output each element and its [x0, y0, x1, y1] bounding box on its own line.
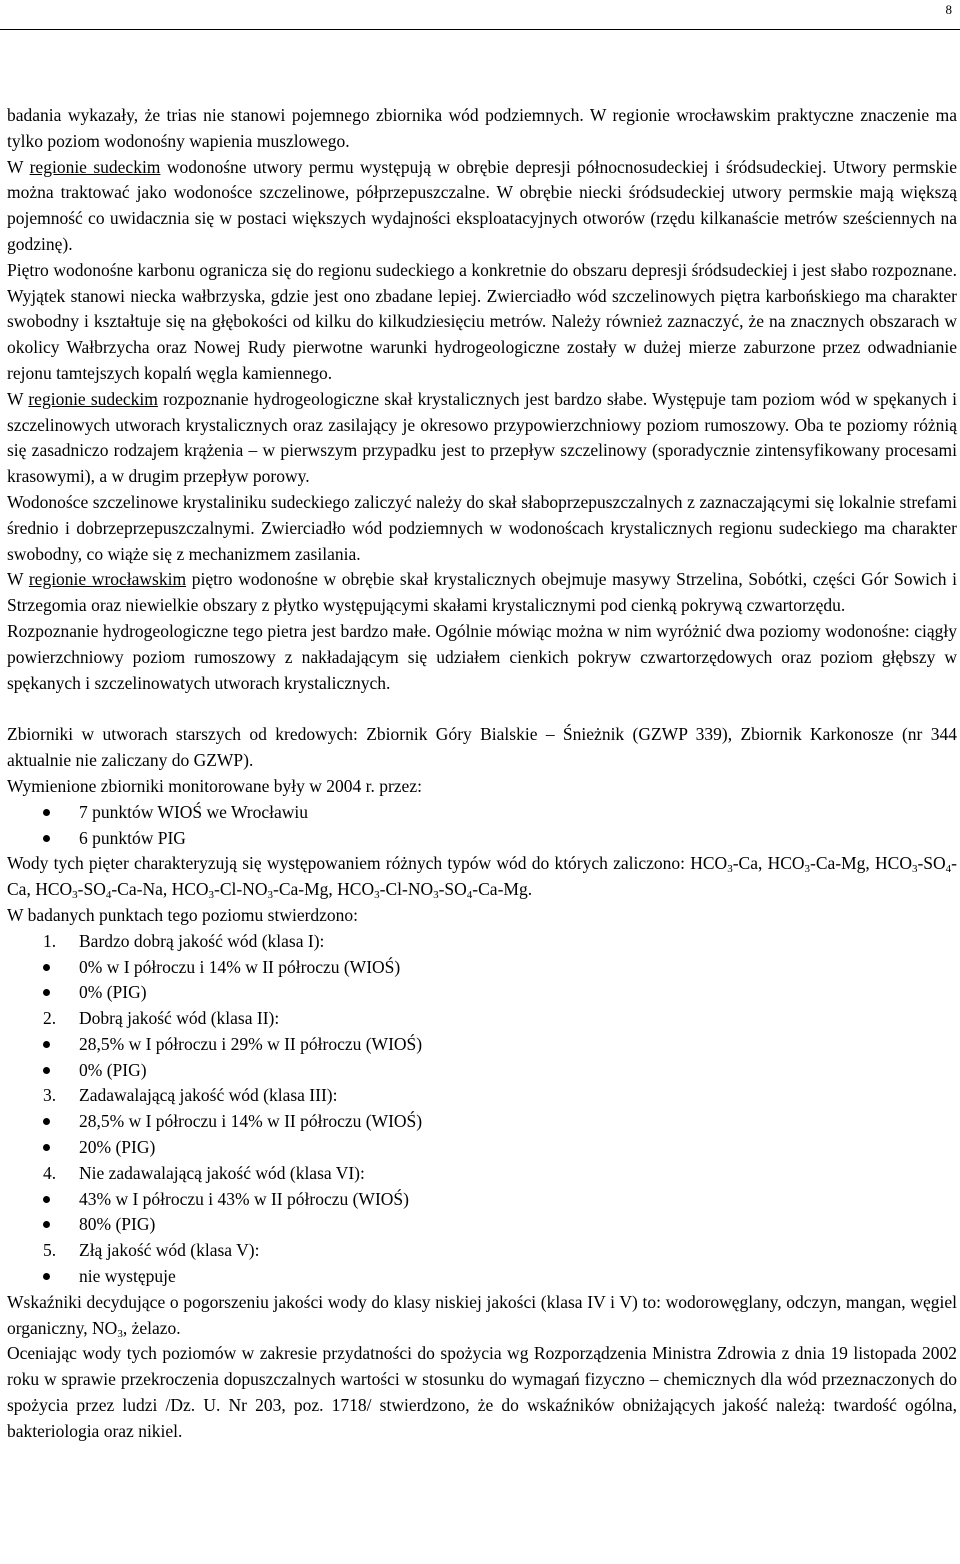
list-number: 1.	[43, 930, 57, 951]
list-number: 3.	[43, 1085, 57, 1106]
paragraph: Oceniając wody tych poziomów w zakresie przydatności do spożycia wg Rozporządzenia Ministra Zdrowia z dnia 19 listopada 2002 roku w sprawie przekroczenia dopuszczalnych wartości w stosunku do wymagań fizyczno – chemicznych dla wód przeznaczonych do spożycia przez ludzi /Dz. U. Nr 203, poz. 1718/ stwierdzono, że do wskaźników obniżających jakość należą: twardość ogólna, bakteriologia oraz nikiel.	[7, 1343, 957, 1441]
paragraph: W regionie sudeckim wodonośne utwory permu występują w obrębie depresji północnosudeckiej i śródsudeckiej. Utwory permskie można traktować jako wodonośce szczelinowe, półprzepuszczalne. W obrębie niecki śródsudeckiej utwory permskie mają większą pojemność co uwidacznia się w postaci większych wydajności eksploatacyjnych otworów (rzędu kilkanaście metrów sześciennych na godzinę).	[7, 156, 957, 254]
list-number: 4.	[43, 1162, 57, 1183]
paragraph: Wodonośce szczelinowe krystaliniku sudeckiego zaliczyć należy do skał słaboprzepuszczalnych z zaznaczającymi się lokalnie strefami średnio i dobrzeprzepuszczalnymi. Zwierciadło wód podziemnych w wodonoścach krystalicznych regionu sudeckiego ma charakter swobodny, co wiąże się z mechanizmem zasilania.	[7, 491, 957, 564]
paragraph: Wymienione zbiorniki monitorowane były w 2004 r. przez:	[7, 775, 422, 796]
page-number: 8	[945, 2, 952, 17]
quality-class-heading	[7, 1161, 957, 1187]
monitoring-list	[7, 800, 957, 852]
list-item: 43% w I półroczu i 43% w II półroczu (WIOŚ)	[7, 1187, 957, 1213]
paragraph: W regionie sudeckim rozpoznanie hydrogeologiczne skał krystalicznych jest bardzo słabe. Występuje tam poziom wód w spękanych i szczelinowych utworach krystalicznych oraz zasilający je okresowo przypowierzchniowy poziom rumoszowy. Oba te poziomy różnią się zasadniczo rodzajem krążenia – w pierwszym przypadku jest to przepływ szczelinowy (sporadycznie zintensyfikowany procesami krasowymi), a w drugim przepływ porowy.	[7, 388, 958, 487]
quality-class-label: Zadawalającą jakość wód (klasa III):	[79, 1085, 338, 1106]
underlined-term: regionie sudeckim	[28, 388, 158, 409]
quality-class-label: Nie zadawalającą jakość wód (klasa VI):	[79, 1162, 365, 1183]
quality-class-heading	[7, 1006, 957, 1032]
paragraph: Piętro wodonośne karbonu ogranicza się do regionu sudeckiego a konkretnie do obszaru depresji śródsudeckiej i jest słabo rozpoznane. Wyjątek stanowi niecka wałbrzyska, gdzie jest ono zbadane lepiej. Zwierciadło wód szczelinowych piętra karbońskiego ma charakter swobodny i kształtuje się na głębokości od kilku do kilkudziesięciu metrów. Należy również zaznaczyć, że na znacznych obszarach w okolicy Wałbrzycha oraz Nowej Rudy pierwotne warunki hydrogeologiczne zostały w dużej mierze zaburzone przez odwadnianie rejonu tamtejszych kopalń węgla kamiennego.	[7, 259, 957, 383]
quality-class-label: Złą jakość wód (klasa V):	[79, 1240, 260, 1261]
quality-class-heading	[7, 1083, 957, 1109]
list-item: 28,5% w I półroczu i 29% w II półroczu (WIOŚ)	[7, 1032, 957, 1058]
list-item: 28,5% w I półroczu i 14% w II półroczu (WIOŚ)	[7, 1109, 957, 1135]
list-item: 20% (PIG)	[7, 1135, 957, 1161]
list-item: 6 punktów PIG	[7, 826, 957, 852]
underlined-term: regionie sudeckim	[29, 156, 161, 177]
paragraph: Zbiorniki w utworach starszych od kredowych: Zbiornik Góry Bialskie – Śnieżnik (GZWP 339), Zbiornik Karkonosze (nr 344 aktualnie nie zaliczany do GZWP).	[7, 724, 957, 771]
list-item: 0% (PIG)	[7, 1058, 957, 1084]
water-types-paragraph: Wody tych pięter charakteryzują się występowaniem różnych typów wód do których zaliczono: $HCO_3-Ca$, $HCO_3-Ca-Mg$, $HCO_3-SO_4-Ca$, $HCO_3-SO_4-Ca-Na$, $HCO_3-Cl-NO_3-Ca-Mg$, $HCO_3-Cl-NO_3-SO_4-Ca-Mg$.	[7, 853, 957, 902]
list-item: nie występuje	[7, 1264, 957, 1290]
paragraph: badania wykazały, że trias nie stanowi pojemnego zbiornika wód podziemnych. W regionie wrocławskim praktyczne znaczenie ma tylko poziom wodonośny wapienia muszlowego.	[7, 105, 957, 151]
list-item: 80% (PIG)	[7, 1212, 957, 1238]
list-number: 2.	[43, 1008, 57, 1029]
paragraph: Wskaźniki decydujące o pogorszeniu jakości wody do klasy niskiej jakości (klasa IV i V) to: wodorowęglany, odczyn, mangan, węgiel organiczny, $NO_3$, żelazo.	[7, 1291, 957, 1340]
list-item: 7 punktów WIOŚ we Wrocławiu	[7, 800, 957, 826]
list-item: 0% (PIG)	[7, 980, 957, 1006]
document-body	[7, 103, 957, 1445]
list-number: 5.	[43, 1240, 57, 1261]
quality-class-label: Bardzo dobrą jakość wód (klasa I):	[79, 930, 325, 951]
paragraph: Rozpoznanie hydrogeologiczne tego pietra jest bardzo małe. Ogólnie mówiąc można w nim wyróżnić dwa poziomy wodonośne: ciągły powierzchniowy poziom rumoszowy z nakładającym się udziałem cienkich pokryw czwartorzędowych oraz poziom głębszy w spękanych i szczelinowatych utworach krystalicznych.	[7, 620, 957, 693]
paragraph: W regionie wrocławskim piętro wodonośne w obrębie skał krystalicznych obejmuje masywy Strzelina, Sobótki, części Gór Sowich i Strzegomia oraz niewielkie obszary z płytko występującymi skałami krystalicznymi pod cienką pokrywą czwartorzędu.	[7, 569, 958, 616]
paragraph: W badanych punktach tego poziomu stwierdzono:	[7, 904, 359, 925]
underlined-term: regionie wrocławskim	[28, 569, 187, 590]
quality-class-label: Dobrą jakość wód (klasa II):	[79, 1008, 280, 1029]
quality-class-heading	[7, 1238, 957, 1264]
quality-classes-list	[7, 929, 957, 1290]
header-rule	[0, 29, 960, 30]
list-item: 0% w I półroczu i 14% w II półroczu (WIOŚ)	[7, 955, 957, 981]
quality-class-heading	[7, 929, 957, 955]
